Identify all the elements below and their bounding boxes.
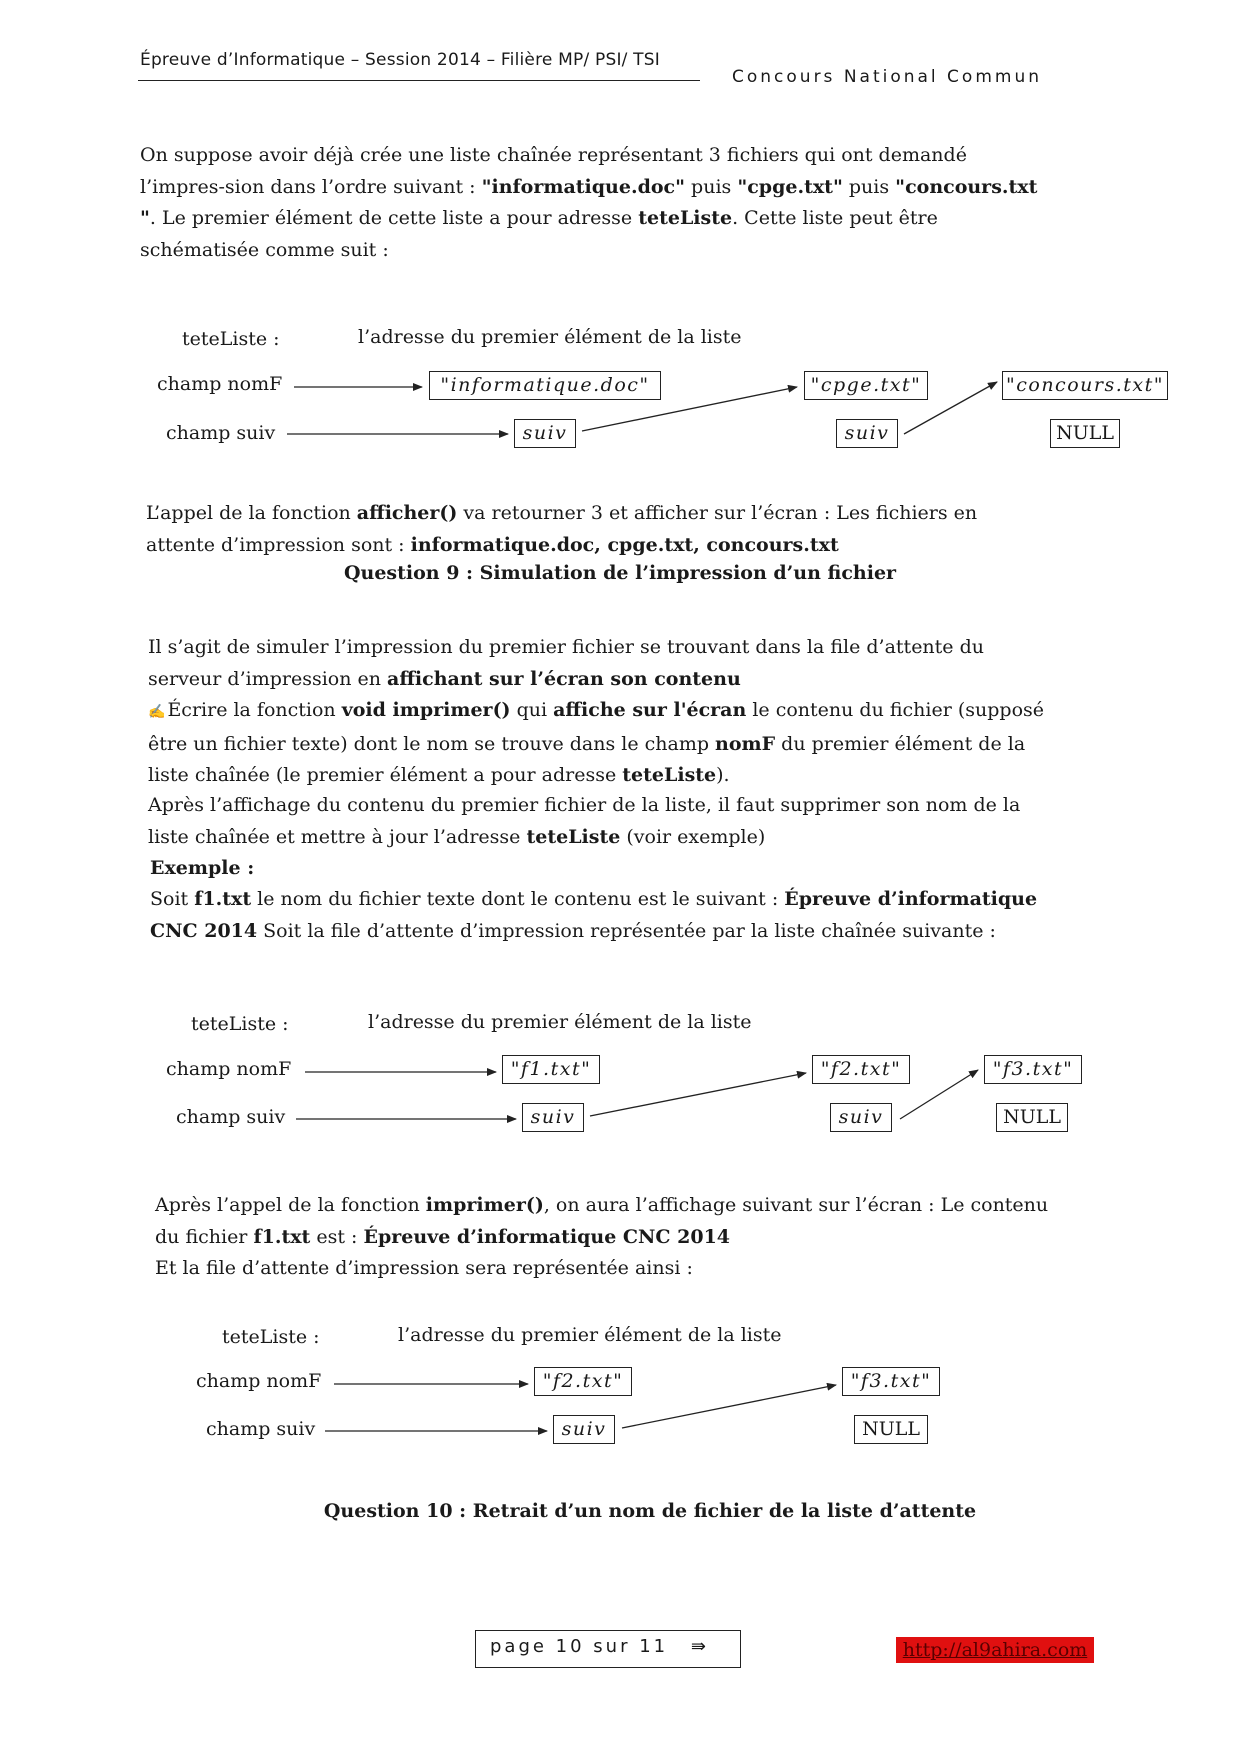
afficher-text: L’appel de la fonction	[146, 502, 357, 524]
header-left: Épreuve d’Informatique – Session 2014 – Filière MP/ PSI/ TSI	[140, 50, 660, 70]
suiv-label: champ suiv	[176, 1106, 286, 1128]
tete-label: teteListe :	[191, 1013, 289, 1035]
after-file: f1.txt	[253, 1225, 311, 1248]
q9-text: le contenu du fichier (supposé être un fichier texte) dont le nom se trouve dans le champ	[148, 699, 1045, 755]
q9-text: du premier élément de la liste chaînée (le premier élément a pour adresse	[148, 732, 1026, 786]
intro-text: puis	[685, 175, 738, 198]
example-heading: Exemple :	[150, 857, 255, 879]
address-label: l’adresse du premier élément de la liste	[368, 1011, 752, 1033]
after-text: Et la file d’attente d’impression sera représentée ainsi :	[155, 1257, 693, 1279]
intro-text: . Cette liste peut être schématisée comme suit :	[140, 207, 938, 261]
link-arrow	[900, 1070, 978, 1119]
q9-text: Il s’agit de simuler l’impression du premier fichier se trouvant dans la file d’attente du serveur d’impression en	[148, 636, 984, 690]
nomF-label: champ nomF	[166, 1058, 292, 1080]
node-suiv-box: suiv	[836, 419, 898, 448]
after-text: , on aura l’affichage suivant sur l’écran : Le contenu du fichier	[155, 1194, 1049, 1248]
watermark-url[interactable]: http://al9ahira.com	[896, 1637, 1094, 1663]
after-fn: imprimer()	[425, 1194, 544, 1216]
node-name-box: "f1.txt"	[502, 1055, 600, 1084]
q9-bold: Épreuve d’informatique CNC 2014	[150, 888, 1038, 942]
tete-label: teteListe :	[222, 1326, 320, 1348]
nomF-label: champ nomF	[157, 373, 283, 395]
next-page-arrow-icon: ⇛	[690, 1636, 706, 1657]
after-text: Après l’appel de la fonction	[155, 1194, 426, 1216]
page-number-text: page 10 sur 11	[490, 1636, 669, 1657]
q9-text: ).	[716, 764, 730, 786]
tete-label: teteListe :	[182, 328, 280, 350]
header-right: Concours National Commun	[732, 67, 1042, 87]
q9-text: Soit la file d’attente d’impression représentée par la liste chaînée suivante :	[257, 919, 996, 942]
node-suiv-box: suiv	[522, 1103, 584, 1132]
q9-bold: affiche sur l'écran	[553, 699, 747, 721]
node-name-box: "f3.txt"	[984, 1055, 1082, 1084]
q9-text: le nom du fichier texte dont le contenu est le suivant :	[251, 888, 785, 910]
address-label: l’adresse du premier élément de la liste	[398, 1324, 782, 1346]
node-name-box: "f2.txt"	[812, 1055, 910, 1084]
link-arrow	[590, 1073, 806, 1116]
intro-tete: teteListe	[638, 207, 733, 229]
node-name-box: "f2.txt"	[534, 1367, 632, 1396]
intro-text: . Le premier élément de cette liste a pour adresse	[149, 207, 639, 229]
node-null-box: NULL	[1050, 419, 1120, 448]
q9-text: (voir exemple)	[620, 825, 766, 848]
after-text: est :	[310, 1225, 364, 1248]
intro-file1: "informatique.doc"	[481, 175, 686, 198]
node-suiv-box: suiv	[514, 419, 576, 448]
q9-bold: affichant sur l’écran son contenu	[387, 667, 741, 690]
q9-text: qui	[510, 699, 554, 721]
suiv-label: champ suiv	[166, 422, 276, 444]
node-name-box: "f3.txt"	[842, 1367, 940, 1396]
suiv-label: champ suiv	[206, 1418, 316, 1440]
node-name-box: "concours.txt"	[1002, 371, 1168, 400]
node-null-box: NULL	[996, 1103, 1068, 1132]
q9-bold: teteListe	[622, 764, 717, 786]
link-arrow	[622, 1385, 836, 1428]
link-arrow	[904, 382, 997, 434]
node-null-box: NULL	[854, 1415, 928, 1444]
q9-text: Soit	[150, 888, 195, 910]
q9-bold: teteListe	[526, 825, 621, 848]
question-9-title: Question 9 : Simulation de l’impression d’un fichier	[343, 562, 897, 584]
intro-file3: "concours.txt "	[140, 175, 1038, 229]
node-suiv-box: suiv	[553, 1415, 615, 1444]
node-suiv-box: suiv	[830, 1103, 892, 1132]
address-label: l’adresse du premier élément de la liste	[358, 326, 742, 348]
nomF-label: champ nomF	[196, 1370, 322, 1392]
link-arrow	[582, 387, 797, 431]
afficher-fn: afficher()	[356, 502, 458, 524]
node-name-box: "informatique.doc"	[429, 371, 661, 400]
afficher-files: informatique.doc, cpge.txt, concours.txt	[410, 533, 839, 556]
q9-bold: f1.txt	[194, 888, 252, 910]
intro-text: puis	[842, 175, 896, 198]
q9-text: Après l’affichage du contenu du premier fichier de la liste, il faut supprimer son nom de la liste chaînée et mettre à jour l’adresse	[148, 794, 1021, 848]
intro-file2: "cpge.txt"	[737, 175, 843, 198]
q9-bold: void imprimer()	[341, 699, 511, 721]
pencil-icon: ✍	[148, 704, 166, 720]
page-number	[490, 1636, 706, 1657]
afficher-text: va retourner 3 et afficher sur l’écran : Les fichiers en attente d’impression sont :	[146, 502, 978, 556]
q9-bold: nomF	[715, 732, 776, 755]
after-content: Épreuve d’informatique CNC 2014	[363, 1225, 731, 1248]
question-10-title: Question 10 : Retrait d’un nom de fichier de la liste d’attente	[323, 1500, 977, 1522]
node-name-box: "cpge.txt"	[804, 371, 928, 400]
intro-text: On suppose avoir déjà crée une liste chaînée représentant 3 fichiers qui ont demandé l’impres-sion dans l’ordre suivant :	[140, 144, 967, 198]
q9-text: Écrire la fonction	[167, 699, 342, 721]
